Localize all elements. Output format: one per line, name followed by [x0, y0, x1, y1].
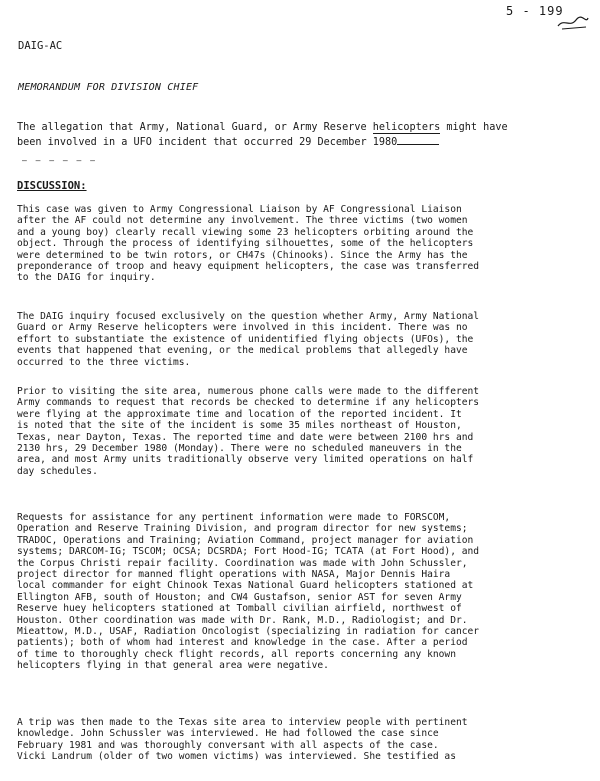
dashed-divider: — — — — — —: [22, 156, 97, 165]
paragraph-line: and a young boy) clearly recall viewing some 23 helicopters orbiting around the: [17, 226, 474, 238]
paragraph-line: local commander for eight Chinook Texas National Guard helicopters stationed at: [17, 580, 474, 592]
paragraph-line: after the AF could not determine any involvement. The three victims (two women: [17, 215, 468, 227]
paragraph-line: Army commands to request that records be checked to determine if any helicopters: [17, 397, 480, 409]
paragraph-line: the Corpus Christi repair facility. Coordination was made with John Schussler,: [17, 557, 468, 569]
paragraph-line: Reserve huey helicopters stationed at Tomball civilian airfield, northwest of: [17, 603, 462, 615]
paragraph-line: The DAIG inquiry focused exclusively on the question whether Army, Army National: [17, 311, 480, 322]
paragraph-line: Guard or Army Reserve helicopters were involved in this incident. There was no: [17, 322, 468, 334]
subject-text-2: been involved in a UFO incident that occurred 29 December 1980: [17, 136, 398, 148]
paragraph-line: TRADOC, Operations and Training; Aviation Command, project manager for aviation: [17, 534, 474, 546]
paragraph-line: project director for manned flight operations with NASA, Major Dennis Haira: [17, 569, 451, 581]
paragraph-line: of time to thoroughly check flight records, all reports concerning any known: [17, 648, 456, 660]
subject-text-post: might have: [440, 122, 508, 133]
memo-title: MEMORANDUM FOR DIVISION CHIEF: [18, 82, 199, 93]
paragraph-line: systems; DARCOM-IG; TSCOM; OCSA; DCSRDA; Fort Hood-IG; TCATA (at Fort Hood), and: [17, 546, 480, 558]
page-number: 5 - 199: [506, 4, 564, 18]
discussion-paragraph-1: [17, 204, 479, 284]
subject-line: [17, 122, 508, 149]
paragraph-line: preponderance of troop and heavy equipment helicopters, the case was transferred: [17, 261, 480, 273]
discussion-paragraph-5: [17, 717, 468, 763]
paragraph-line: object. Through the process of identifying silhouettes, some of the helicopters: [17, 238, 474, 250]
discussion-heading: DISCUSSION:: [17, 180, 87, 192]
paragraph-line: February 1981 and was thoroughly conversant with all aspects of the case.: [17, 739, 439, 751]
paragraph-line: Ellington AFB, south of Houston; and CW4 Gustafson, senior AST for seven Army: [17, 591, 462, 603]
paragraph-line: knowledge. John Schussler was interviewed. He had followed the case since: [17, 728, 439, 740]
subject-text-pre: The allegation that Army, National Guard, or Army Reserve: [17, 122, 373, 133]
paragraph-line: Operation and Reserve Training Division, and program director for new systems;: [17, 523, 468, 535]
paragraph-line: occurred to the three victims.: [17, 356, 191, 368]
handwritten-mark-icon: [556, 14, 590, 30]
discussion-paragraph-3: [17, 386, 479, 477]
paragraph-line: day schedules.: [17, 465, 98, 477]
paragraph-line: A trip was then made to the Texas site area to interview people with pertinent: [17, 717, 468, 728]
paragraph-line: Houston. Other coordination was made with Dr. Rank, M.D., Radiologist; and Dr.: [17, 614, 468, 626]
subject-line-1: [17, 122, 508, 135]
subject-underlined-word: helicopters: [372, 122, 441, 133]
subject-line-2: [17, 135, 508, 150]
paragraph-line: area, and most Army units traditionally observe very limited operations on half: [17, 454, 474, 466]
paragraph-line: to the DAIG for inquiry.: [17, 272, 156, 284]
paragraph-line: Requests for assistance for any pertinent information were made to FORSCOM,: [17, 512, 451, 523]
office-symbol: DAIG-AC: [18, 40, 63, 52]
paragraph-line: 2130 hrs, 29 December 1980 (Monday). There were no scheduled maneuvers in the: [17, 443, 462, 455]
discussion-paragraph-4: [17, 512, 479, 672]
paragraph-line: is noted that the site of the incident is some 35 miles northeast of Houston,: [17, 420, 462, 432]
paragraph-line: were determined to be twin rotors, or CH47s (Chinooks). Since the Army has the: [17, 249, 468, 261]
paragraph-line: Prior to visiting the site area, numerous phone calls were made to the different: [17, 386, 480, 397]
paragraph-line: patients); both of whom had interest and knowledge in the case. After a period: [17, 637, 468, 649]
paragraph-line: events that happened that evening, or the medical problems that allegedly have: [17, 345, 468, 357]
paragraph-line: This case was given to Army Congressional Liaison by AF Congressional Liaison: [17, 204, 462, 215]
paragraph-line: Vicki Landrum (older of two women victims) was interviewed. She testified as: [17, 751, 456, 763]
paragraph-line: helicopters flying in that general area were negative.: [17, 660, 329, 672]
fill-in-blank: [397, 135, 439, 145]
paragraph-line: Mieattow, M.D., USAF, Radiation Oncologist (specializing in radiation for cancer: [17, 626, 480, 638]
discussion-paragraph-2: [17, 311, 479, 368]
paragraph-line: effort to substantiate the existence of unidentified flying objects (UFOs), the: [17, 333, 474, 345]
paragraph-line: Texas, near Dayton, Texas. The reported time and date were between 2100 hrs and: [17, 431, 474, 443]
paragraph-line: were flying at the approximate time and location of the reported incident. It: [17, 408, 462, 420]
